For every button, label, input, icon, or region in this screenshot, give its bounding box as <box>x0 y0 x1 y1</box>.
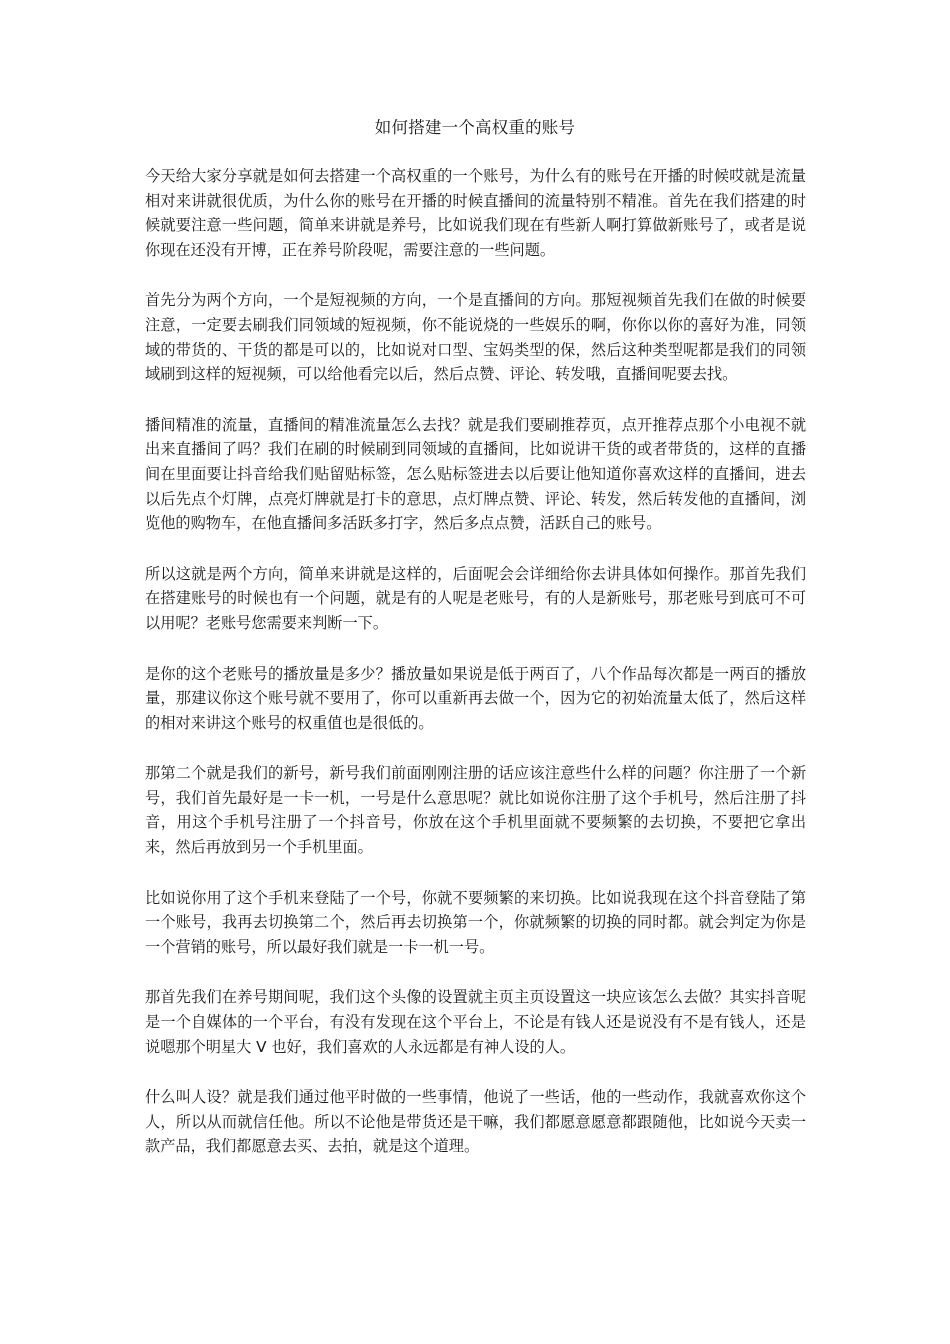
paragraph-4: 所以这就是两个方向，简单来讲就是这样的，后面呢会会详细给你去讲具体如何操作。那首先我们在搭建账号的时候也有一个问题，就是有的人呢是老账号，有的人是新账号，那老账号到底可不可以用呢？老账号您需要来判断一下。 <box>145 564 806 632</box>
paragraph-6: 那第二个就是我们的新号，新号我们前面刚刚注册的话应该注意些什么样的问题？你注册了一个新号，我们首先最好是一卡一机，一号是什么意思呢？就比如说你注册了这个手机号，然后注册了抖音，用这个手机号注册了一个抖音号，你放在这个手机里面就不要频繁的去切换，不要把它拿出来，然后再放到另一个手机里面。 <box>145 764 806 857</box>
paragraph-9: 什么叫人设？就是我们通过他平时做的一些事情，他说了一些话，他的一些动作，我就喜欢你这个人，所以从而就信任他。所以不论他是带货还是干嘛，我们都愿意愿意都跟随他，比如说今天卖一款产品，我们都愿意去买、去拍，就是这个道理。 <box>145 1088 806 1156</box>
paragraph-1: 今天给大家分享就是如何去搭建一个高权重的一个账号，为什么有的账号在开播的时候哎就是流量相对来讲就很优质，为什么你的账号在开播的时候直播间的流量特别不精准。首先在我们搭建的时候就要注意一些问题，简单来讲就是养号，比如说我们现在有些新人啊打算做新账号了，或者是说你现在还没有开博，正在养号阶段呢，需要注意的一些问题。 <box>145 167 806 259</box>
paragraph-2: 首先分为两个方向，一个是短视频的方向，一个是直播间的方向。那短视频首先我们在做的时候要注意，一定要去刷我们同领域的短视频，你不能说烧的一些娱乐的啊，你你以你的喜好为准，同领域的带货的、干货的都是可以的，比如说对口型、宝妈类型的保，然后这种类型呢都是我们的同领域刷到这样的短视频，可以给他看完以后，然后点赞、评论、转发哦，直播间呢要去找。 <box>145 291 806 384</box>
document-body <box>145 164 806 1185</box>
paragraph-3: 播间精准的流量，直播间的精准流量怎么去找？就是我们要刷推荐页，点开推荐点那个小电视不就出来直播间了吗？我们在刷的时候刷到同领域的直播间，比如说讲干货的或者带货的，这样的直播间在里面要让抖音给我们贴留贴标签，怎么贴标签进去以后要让他知道你喜欢这样的直播间，进去以后先点个灯牌，点亮灯牌就是打卡的意思，点灯牌点赞、评论、转发，然后转发他的直播间，浏览他的购物车，在他直播间多活跃多打字，然后多点点赞，活跃自己的账号。 <box>145 415 806 533</box>
paragraph-5: 是你的这个老账号的播放量是多少？播放量如果说是低于两百了，八个作品每次都是一两百的播放量，那建议你这个账号就不要用了，你可以重新再去做一个，因为它的初始流量太低了，然后这样的相对来讲这个账号的权重值也是很低的。 <box>145 664 806 732</box>
document-title: 如何搭建一个高权重的账号 <box>374 118 576 137</box>
paragraph-7: 比如说你用了这个手机来登陆了一个号，你就不要频繁的来切换。比如说我现在这个抖音登陆了第一个账号，我再去切换第二个，然后再去切换第一个，你就频繁的切换的同时都。就会判定为你是一个营销的账号，所以最好我们就是一卡一机一号。 <box>145 888 806 956</box>
paragraph-8: 那首先我们在养号期间呢，我们这个头像的设置就主页主页设置这一块应该怎么去做？其实抖音呢是一个自媒体的一个平台，有没有发现在这个平台上，不论是有钱人还是说没有不是有钱人，还是说嗯那个明星大 V 也好，我们喜欢的人永远都是有神人设的人。 <box>145 988 806 1056</box>
